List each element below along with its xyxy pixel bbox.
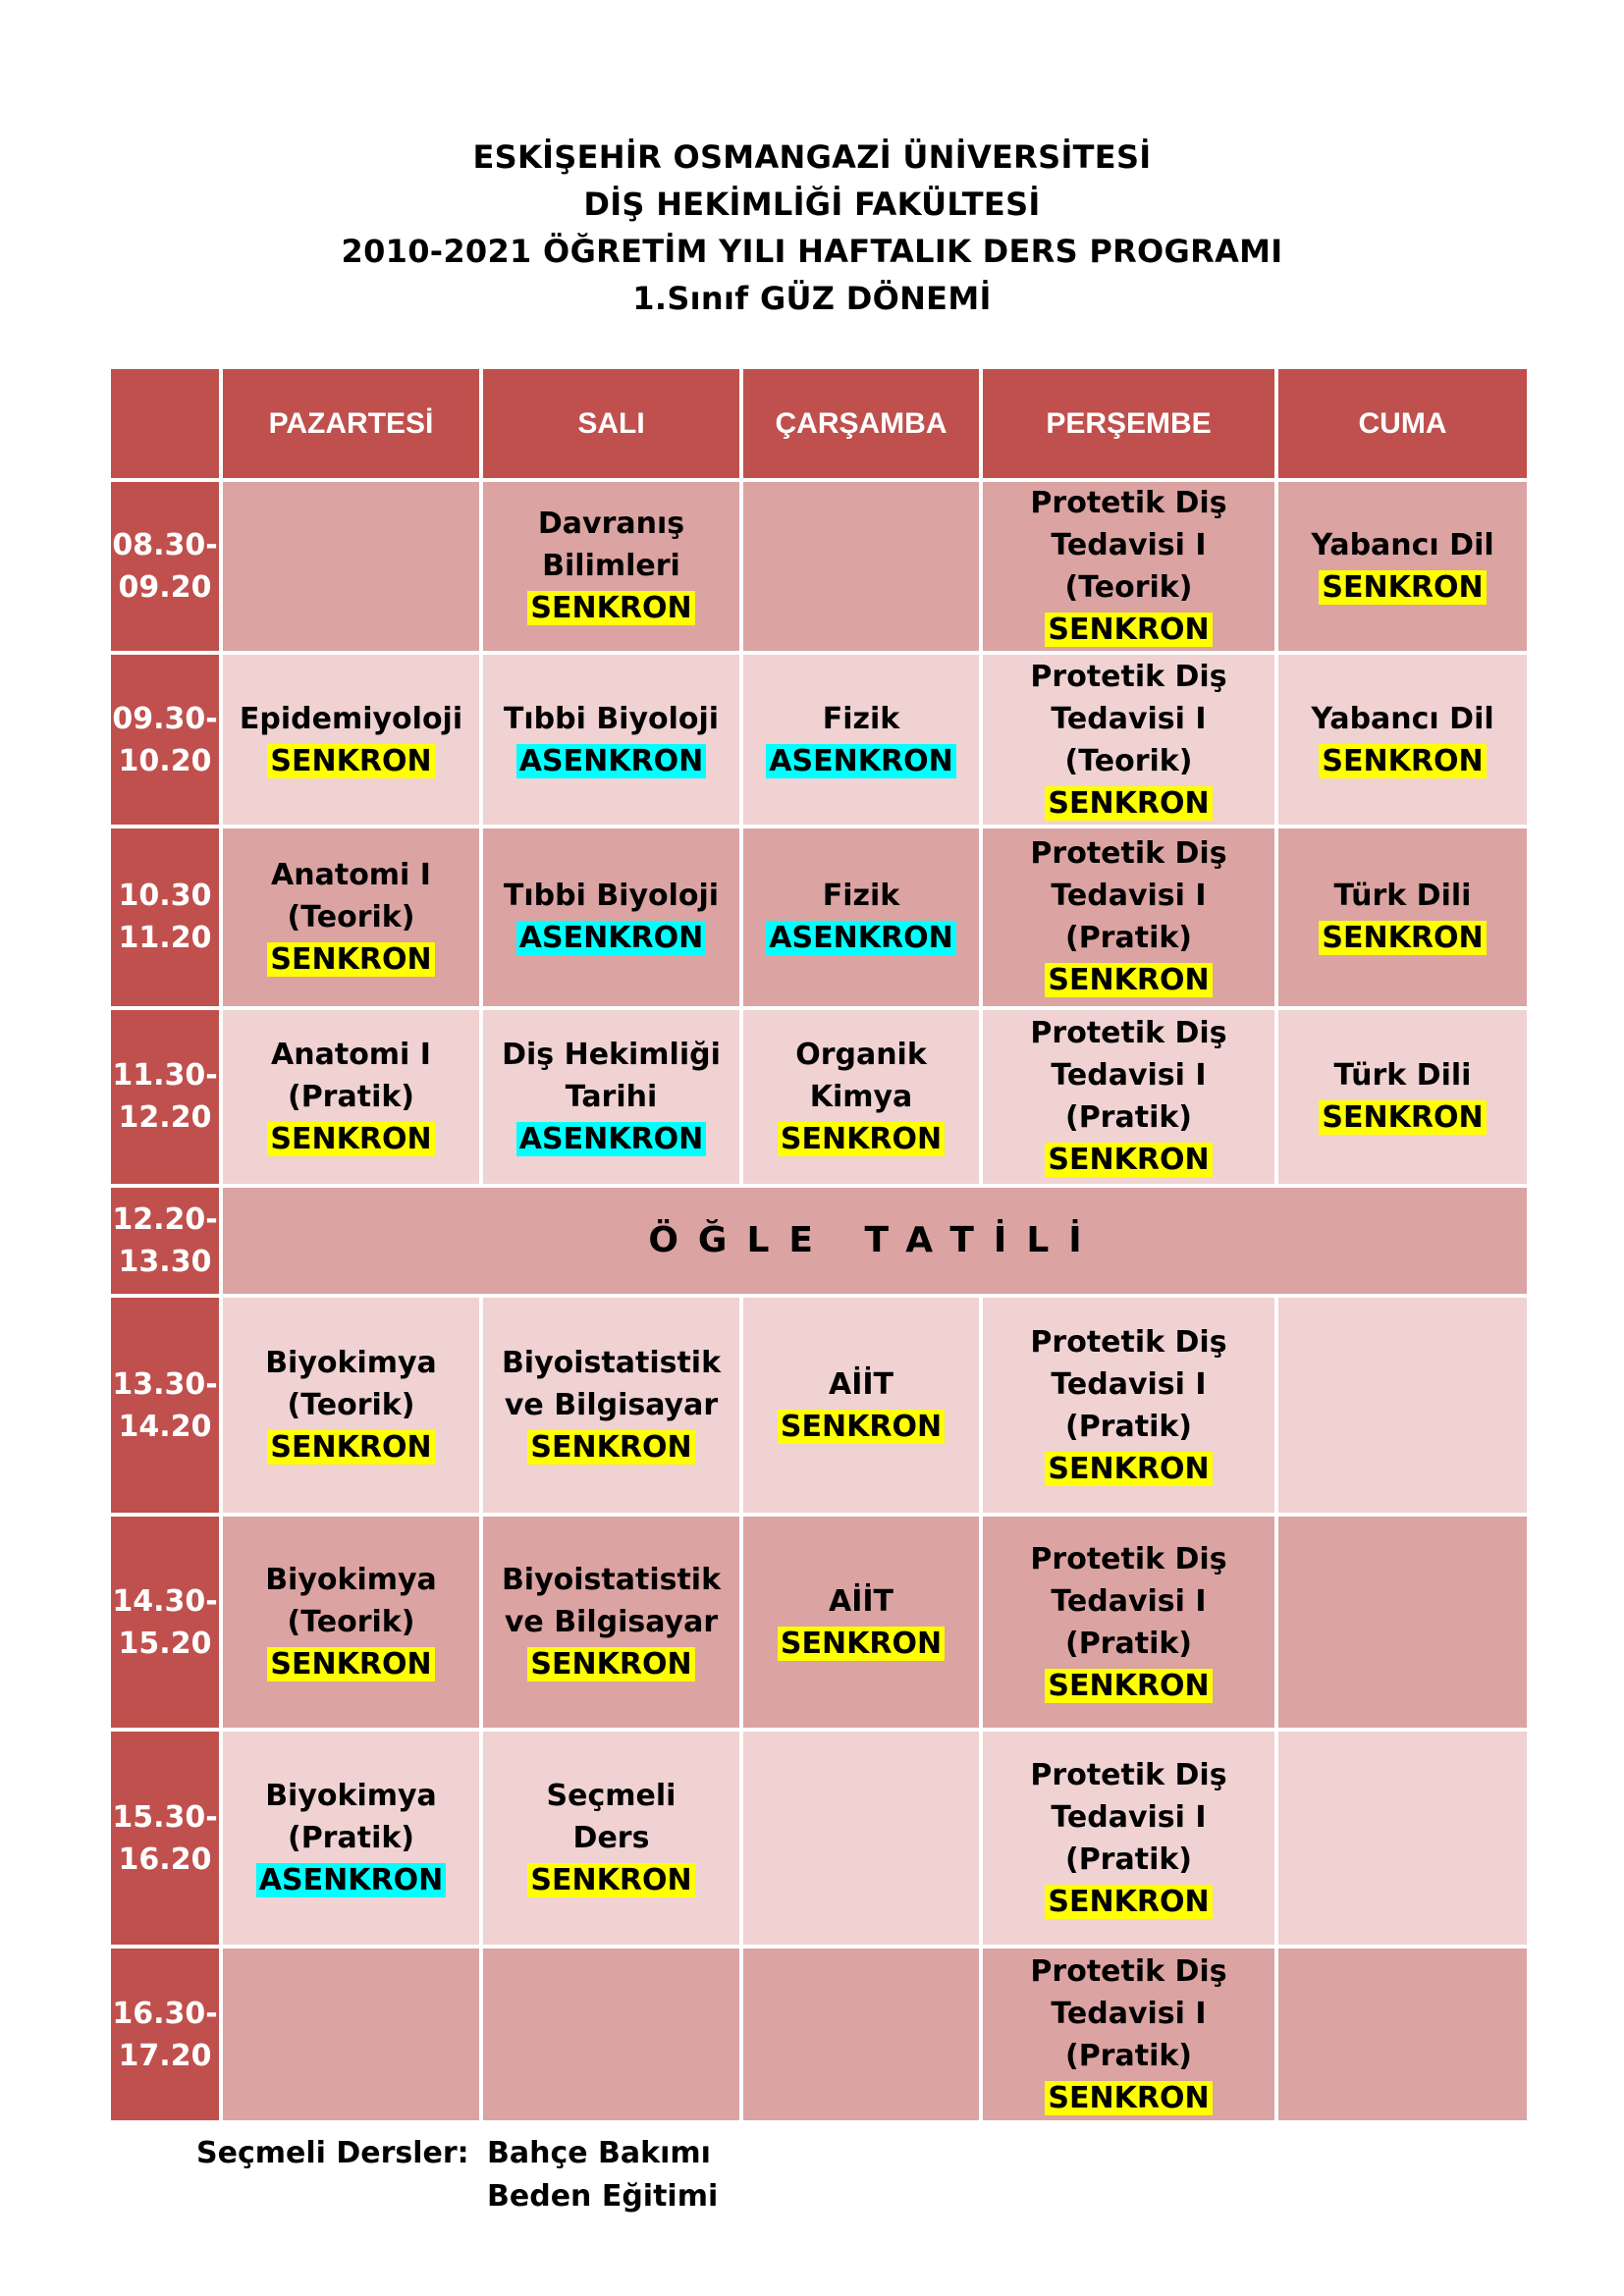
senkron-badge: SENKRON	[527, 591, 694, 625]
course-name-line: Kimya	[809, 1079, 913, 1114]
course-cell	[741, 653, 981, 827]
course-cell	[221, 1947, 481, 2122]
course-cell	[221, 480, 481, 654]
course-cell	[481, 1515, 741, 1730]
senkron-badge: SENKRON	[1045, 1885, 1212, 1919]
course-name-line: (Teorik)	[287, 1605, 415, 1640]
time-slot-line: 08.30-	[112, 527, 218, 562]
course-name-line: Anatomi I	[271, 1037, 431, 1072]
time-slot	[109, 653, 221, 827]
course-cell	[481, 1008, 741, 1186]
course-cell	[741, 1947, 981, 2122]
course-name-line: Tedavisi I	[1051, 1366, 1207, 1402]
course-cell	[741, 480, 981, 654]
period-row	[109, 1947, 1529, 2122]
course-cell	[221, 827, 481, 1008]
course-cell	[1276, 1730, 1529, 1947]
course-cell	[981, 1730, 1276, 1947]
course-name-line: Biyokimya	[265, 1563, 437, 1598]
day-header: ÇARŞAMBA	[741, 367, 981, 480]
time-slot-line: 16.20	[118, 1842, 212, 1877]
time-slot-line: 15.30-	[112, 1799, 218, 1835]
senkron-badge: SENKRON	[267, 1647, 434, 1682]
course-name-line: Biyokimya	[265, 1346, 437, 1381]
course-name-line: (Pratik)	[1064, 2038, 1193, 2073]
university-name: ESKİŞEHİR OSMANGAZİ ÜNİVERSİTESİ	[472, 138, 1152, 176]
senkron-badge: SENKRON	[1045, 1452, 1212, 1486]
course-name-line: Tedavisi I	[1051, 1799, 1207, 1835]
course-cell	[481, 653, 741, 827]
program-title: 2010-2021 ÖĞRETİM YILI HAFTALIK DERS PROGRAMI	[341, 233, 1283, 270]
corner-cell	[109, 367, 221, 480]
senkron-badge: SENKRON	[1045, 613, 1212, 647]
course-cell	[981, 1296, 1276, 1515]
senkron-badge: SENKRON	[778, 1627, 945, 1661]
senkron-badge: SENKRON	[267, 1122, 434, 1156]
course-cell	[741, 1296, 981, 1515]
course-cell	[981, 480, 1276, 654]
term-title: 1.Sınıf GÜZ DÖNEMİ	[632, 280, 992, 317]
course-name-line: AİİT	[828, 1583, 893, 1619]
lunch-break: ÖĞLE TATİLİ	[221, 1186, 1529, 1297]
asenkron-badge: ASENKRON	[516, 1122, 706, 1156]
course-name-line: Biyokimya	[265, 1779, 437, 1814]
course-name-line: Tedavisi I	[1051, 1058, 1207, 1094]
day-header: PERŞEMBE	[981, 367, 1276, 480]
senkron-badge: SENKRON	[527, 1430, 694, 1465]
senkron-badge: SENKRON	[1045, 786, 1212, 821]
course-name-line: Tıbbi Biyoloji	[503, 879, 720, 914]
period-row	[109, 1515, 1529, 1730]
senkron-badge: SENKRON	[267, 744, 434, 778]
course-name-line: Diş Hekimliği	[502, 1037, 721, 1072]
time-slot-line: 17.20	[118, 2038, 212, 2073]
course-name-line: (Pratik)	[1064, 1626, 1193, 1661]
lunch-row	[109, 1186, 1529, 1297]
senkron-badge: SENKRON	[1045, 1143, 1212, 1177]
period-row	[109, 1296, 1529, 1515]
asenkron-badge: ASENKRON	[256, 1863, 446, 1897]
course-name-line: Anatomi I	[271, 857, 431, 892]
course-name-line: Protetik Diş	[1030, 1016, 1227, 1051]
senkron-badge: SENKRON	[778, 1122, 945, 1156]
time-slot-line: 12.20-	[112, 1201, 218, 1237]
course-name-line: Tıbbi Biyoloji	[503, 701, 720, 736]
senkron-badge: SENKRON	[1319, 1100, 1486, 1135]
asenkron-badge: ASENKRON	[766, 921, 955, 955]
course-cell	[221, 1296, 481, 1515]
course-name-line: (Teorik)	[1064, 569, 1193, 605]
day-header: CUMA	[1276, 367, 1529, 480]
course-cell	[1276, 1008, 1529, 1186]
course-cell	[981, 1515, 1276, 1730]
course-cell	[981, 1947, 1276, 2122]
elective-item: Bahçe Bakımı	[487, 2136, 711, 2170]
course-cell	[221, 653, 481, 827]
course-cell	[481, 827, 741, 1008]
course-name-line: Tedavisi I	[1051, 879, 1207, 914]
senkron-badge: SENKRON	[1045, 963, 1212, 997]
period-row	[109, 1008, 1529, 1186]
course-name-line: Protetik Diş	[1030, 1324, 1227, 1360]
senkron-badge: SENKRON	[1045, 2081, 1212, 2115]
elective-label: Seçmeli Dersler:	[196, 2136, 469, 2170]
senkron-badge: SENKRON	[1319, 570, 1486, 605]
course-cell	[1276, 1296, 1529, 1515]
course-name-line: Organik	[795, 1037, 927, 1072]
course-cell	[1276, 653, 1529, 827]
senkron-badge: SENKRON	[1319, 921, 1486, 955]
course-name-line: (Pratik)	[287, 1079, 415, 1114]
course-name-line: Türk Dili	[1333, 879, 1472, 914]
course-name-line: AİİT	[828, 1366, 893, 1402]
course-cell	[1276, 480, 1529, 654]
asenkron-badge: ASENKRON	[516, 921, 706, 955]
course-name-line: ve Bilgisayar	[504, 1388, 719, 1423]
course-name-line: Fizik	[822, 879, 900, 914]
course-cell	[1276, 827, 1529, 1008]
course-name-line: Protetik Diş	[1030, 1541, 1227, 1576]
course-name-line: (Teorik)	[1064, 743, 1193, 778]
time-slot-line: 13.30	[118, 1244, 212, 1279]
senkron-badge: SENKRON	[778, 1410, 945, 1444]
time-slot-line: 10.30	[118, 879, 212, 914]
course-name-line: (Pratik)	[1064, 1409, 1193, 1444]
document-header	[0, 133, 1624, 322]
time-slot-line: 10.20	[118, 743, 212, 778]
senkron-badge: SENKRON	[267, 1430, 434, 1465]
time-slot	[109, 1515, 221, 1730]
course-cell	[481, 1947, 741, 2122]
time-slot	[109, 480, 221, 654]
time-slot-line: 09.20	[118, 569, 212, 605]
elective-courses	[196, 2132, 718, 2218]
time-slot-line: 11.30-	[112, 1058, 218, 1094]
faculty-name: DİŞ HEKİMLİĞİ FAKÜLTESİ	[583, 186, 1041, 223]
senkron-badge: SENKRON	[1319, 744, 1486, 778]
course-cell	[981, 827, 1276, 1008]
time-slot-line: 11.20	[118, 921, 212, 956]
course-cell	[1276, 1947, 1529, 2122]
course-name-line: Epidemiyoloji	[239, 701, 463, 736]
course-name-line: Protetik Diş	[1030, 485, 1227, 520]
course-cell	[481, 1730, 741, 1947]
time-slot	[109, 827, 221, 1008]
senkron-badge: SENKRON	[527, 1863, 694, 1897]
time-slot	[109, 1008, 221, 1186]
period-row	[109, 827, 1529, 1008]
elective-item: Beden Eğitimi	[487, 2179, 719, 2214]
period-row	[109, 653, 1529, 827]
asenkron-badge: ASENKRON	[516, 744, 706, 778]
senkron-badge: SENKRON	[527, 1647, 694, 1682]
course-name-line: Yabancı Dil	[1311, 527, 1494, 562]
course-cell	[221, 1730, 481, 1947]
time-slot-line: 13.30-	[112, 1366, 218, 1402]
course-cell	[221, 1008, 481, 1186]
time-slot-line: 09.30-	[112, 701, 218, 736]
course-name-line: (Teorik)	[287, 899, 415, 934]
course-cell	[981, 1008, 1276, 1186]
course-cell	[1276, 1515, 1529, 1730]
course-name-line: Seçmeli	[546, 1779, 677, 1814]
course-cell	[981, 653, 1276, 827]
course-cell	[221, 1515, 481, 1730]
course-name-line: Ders	[572, 1821, 650, 1856]
course-name-line: Yabancı Dil	[1311, 701, 1494, 736]
period-row	[109, 1730, 1529, 1947]
time-slot-line: 15.20	[118, 1626, 212, 1661]
course-name-line: (Pratik)	[287, 1821, 415, 1856]
course-name-line: (Pratik)	[1064, 1842, 1193, 1877]
course-cell	[481, 1296, 741, 1515]
time-slot	[109, 1296, 221, 1515]
course-name-line: Tedavisi I	[1051, 527, 1207, 562]
senkron-badge: SENKRON	[1045, 1669, 1212, 1703]
course-cell	[741, 827, 981, 1008]
course-name-line: Protetik Diş	[1030, 836, 1227, 872]
time-slot	[109, 1947, 221, 2122]
header-row	[109, 367, 1529, 480]
day-header: SALI	[481, 367, 741, 480]
course-name-line: Tedavisi I	[1051, 1583, 1207, 1619]
course-name-line: Bilimleri	[542, 549, 680, 584]
course-cell	[741, 1008, 981, 1186]
course-name-line: Davranış	[537, 507, 685, 542]
day-header: PAZARTESİ	[221, 367, 481, 480]
senkron-badge: SENKRON	[267, 942, 434, 977]
schedule-table	[107, 365, 1531, 2124]
course-name-line: ve Bilgisayar	[504, 1605, 719, 1640]
course-name-line: Biyoistatistik	[501, 1563, 722, 1598]
course-name-line: (Pratik)	[1064, 921, 1193, 956]
time-slot-line: 14.30-	[112, 1583, 218, 1619]
course-name-line: Tedavisi I	[1051, 1996, 1207, 2031]
course-name-line: Biyoistatistik	[501, 1346, 722, 1381]
course-cell	[481, 480, 741, 654]
course-name-line: Protetik Diş	[1030, 659, 1227, 694]
course-cell	[741, 1515, 981, 1730]
period-row	[109, 480, 1529, 654]
course-name-line: Protetik Diş	[1030, 1953, 1227, 1989]
course-name-line: Protetik Diş	[1030, 1757, 1227, 1792]
course-name-line: (Pratik)	[1064, 1100, 1193, 1136]
asenkron-badge: ASENKRON	[766, 744, 955, 778]
time-slot-line: 12.20	[118, 1100, 212, 1136]
course-name-line: Fizik	[822, 701, 900, 736]
time-slot	[109, 1730, 221, 1947]
time-slot-line: 14.20	[118, 1409, 212, 1444]
course-name-line: (Teorik)	[287, 1388, 415, 1423]
course-name-line: Tarihi	[565, 1079, 658, 1114]
time-slot-line: 16.30-	[112, 1996, 218, 2031]
course-name-line: Türk Dili	[1333, 1058, 1472, 1094]
time-slot	[109, 1186, 221, 1297]
course-name-line: Tedavisi I	[1051, 701, 1207, 736]
course-cell	[741, 1730, 981, 1947]
